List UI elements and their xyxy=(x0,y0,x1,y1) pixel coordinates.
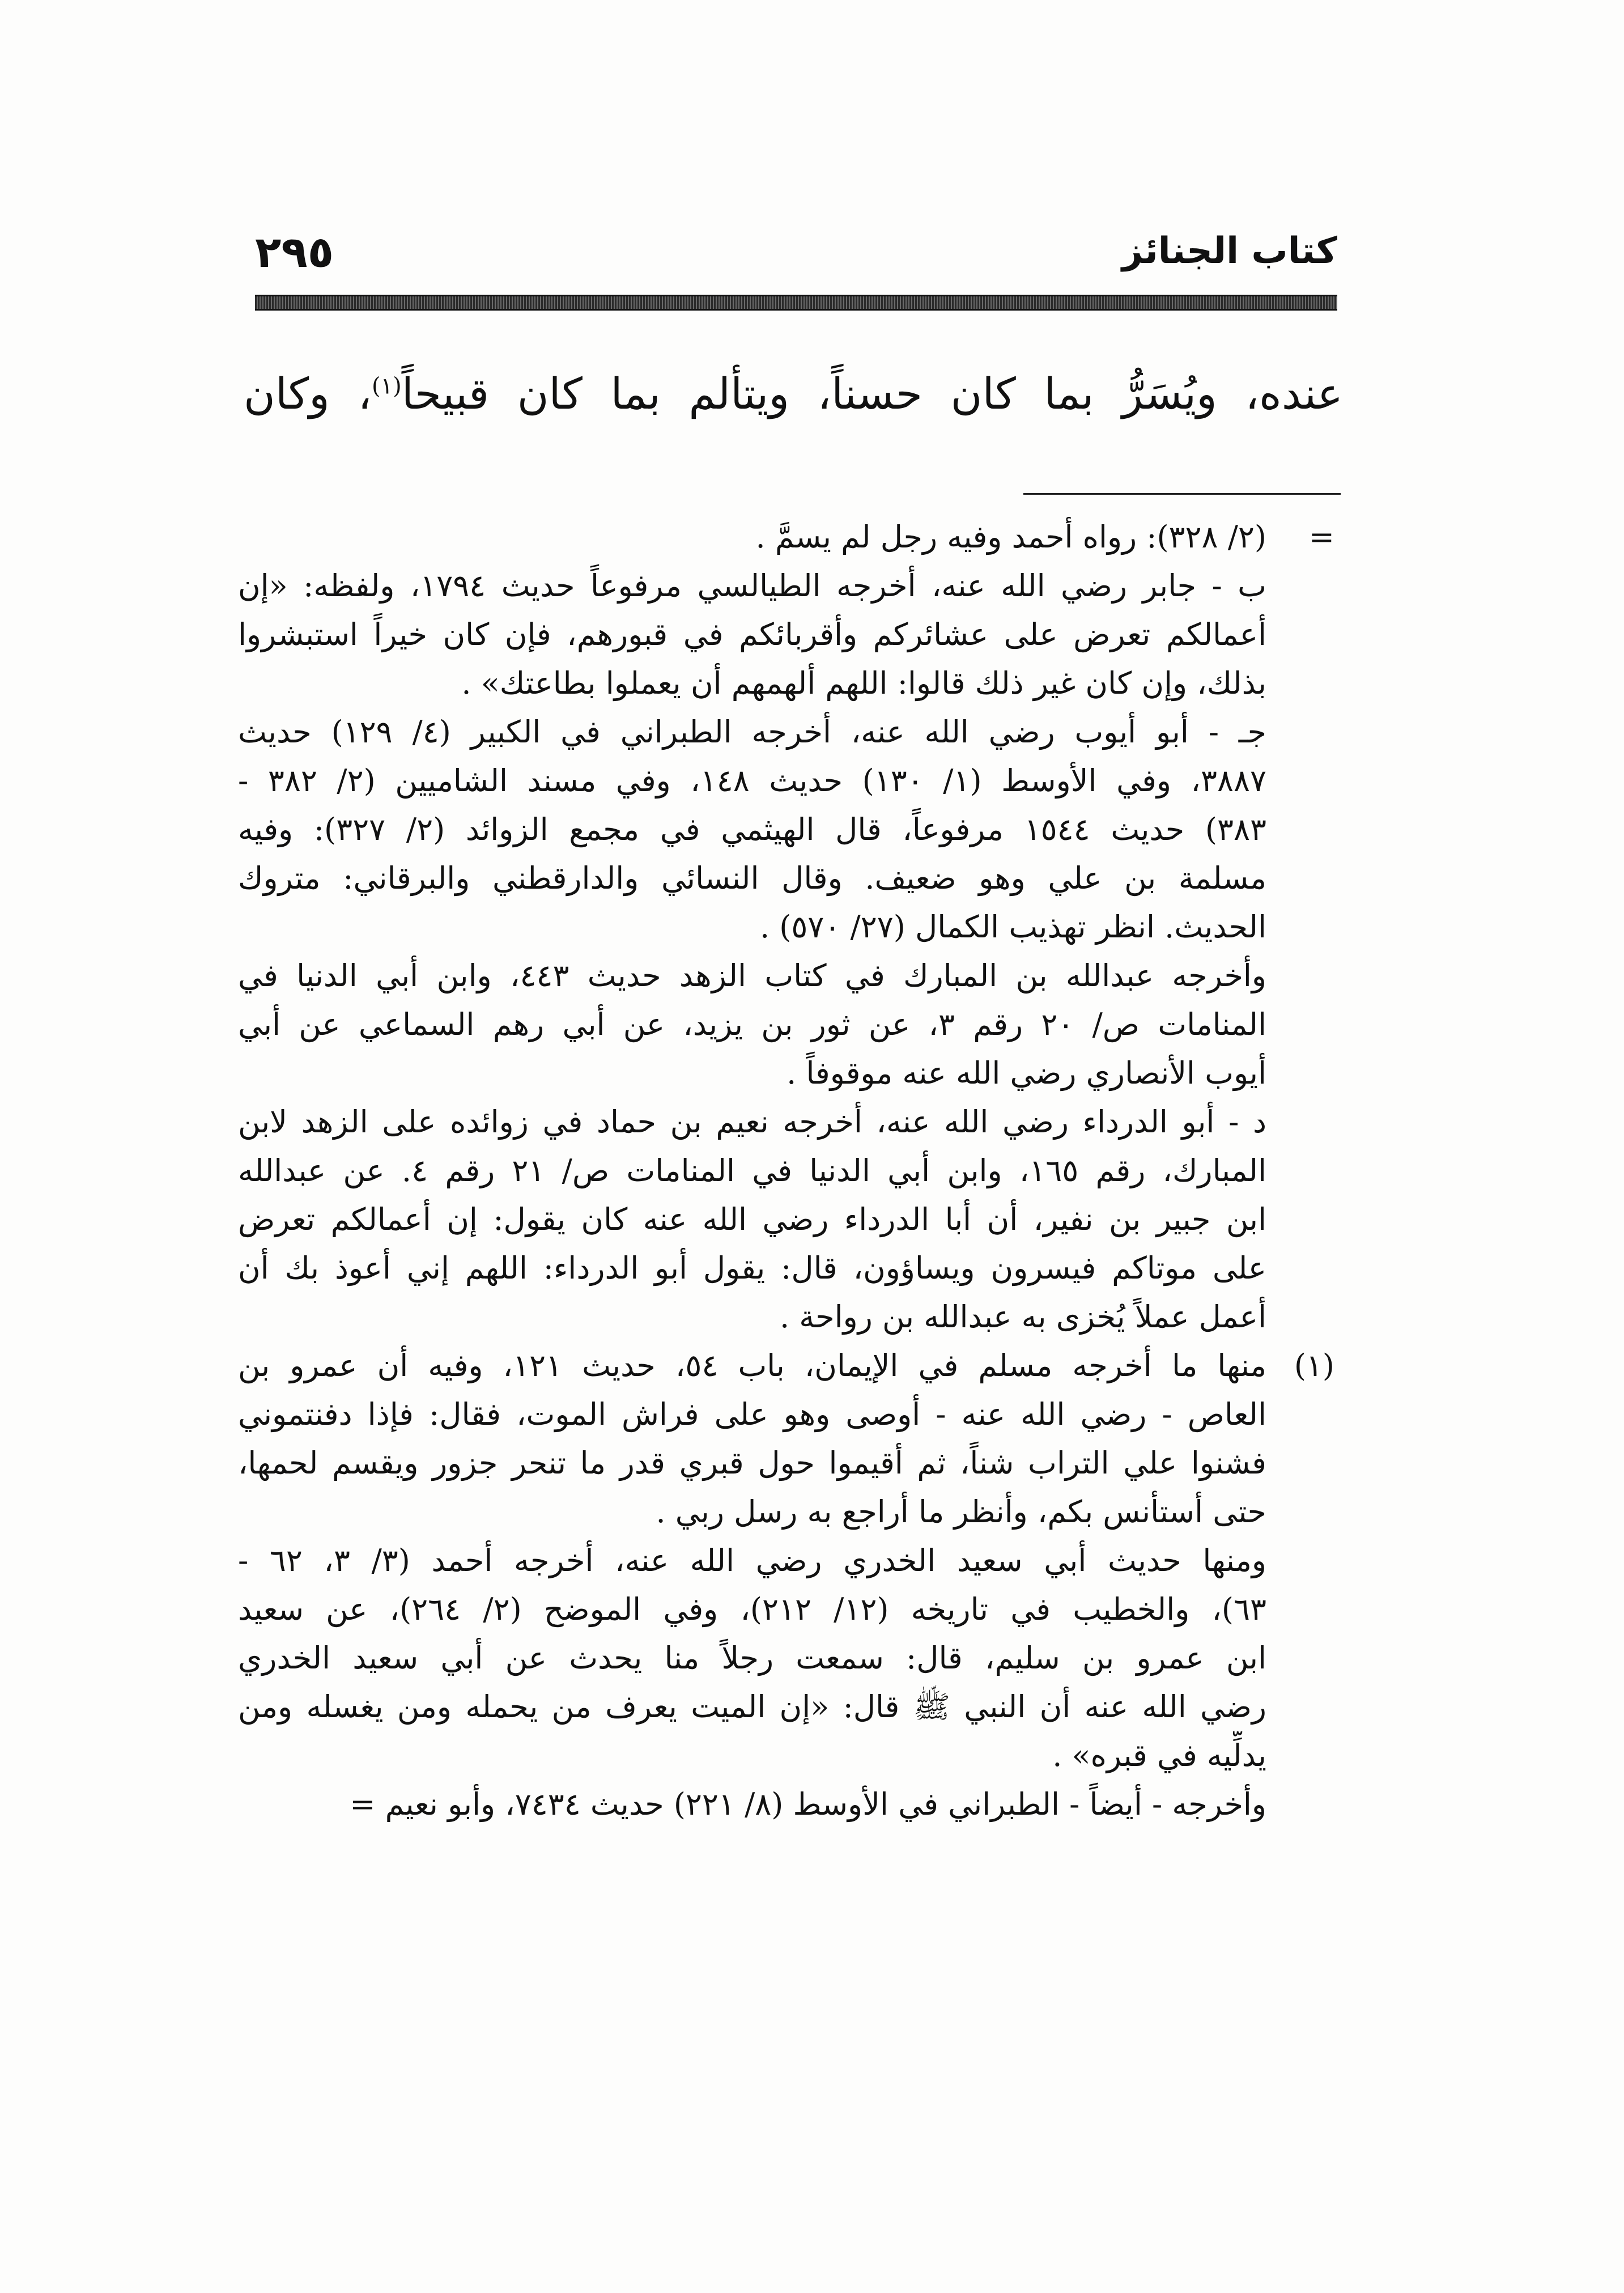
footnote-1-marker: (١) xyxy=(1294,1348,1334,1383)
footnote-line: رضي الله عنه أن النبي ﷺ قال: «إن الميت يعرف من يحمله ومن يغسله ومن xyxy=(238,1689,1266,1725)
main-text-before-note: عنده، ويُسَرُّ بما كان حسناً، ويتألم بما كان قبيحاً xyxy=(401,368,1343,419)
footnote-line: المبارك، رقم ١٦٥، وابن أبي الدنيا في المنامات ص/ ٢١ رقم ٤. عن عبدالله xyxy=(238,1153,1266,1188)
footnotes xyxy=(238,513,1334,1829)
footnote-separator xyxy=(1023,493,1341,495)
footnote-line: د - أبو الدرداء رضي الله عنه، أخرجه نعيم بن حماد في زوائده على الزهد لابن xyxy=(238,1104,1266,1140)
footnote-line: حتى أستأنس بكم، وأنظر ما أراجع به رسل ربي . xyxy=(656,1494,1266,1530)
footnote-reference: (١) xyxy=(372,373,402,400)
footnote-line: (٢/ ٣٢٨): رواه أحمد وفيه رجل لم يسمَّ . xyxy=(755,519,1266,555)
footnote-line: بذلك، وإن كان غير ذلك قالوا: اللهم ألهمهم أن يعملوا بطاعتك» . xyxy=(461,665,1266,701)
footnote-continuation xyxy=(238,513,1334,1341)
footnote-line: يدلِّيه في قبره» . xyxy=(1052,1738,1266,1773)
footnote-line: ٣٨٣) حديث ١٥٤٤ مرفوعاً، قال الهيثمي في مجمع الزوائد (٢/ ٣٢٧): وفيه xyxy=(238,812,1266,847)
footnote-line: العاص - رضي الله عنه - أوصى وهو على فراش الموت، فقال: فإذا دفنتموني xyxy=(238,1396,1266,1432)
footnote-line: على موتاكم فيسرون ويساؤون، قال: يقول أبو الدرداء: اللهم إني أعوذ بك أن xyxy=(238,1250,1266,1286)
footnote-1 xyxy=(238,1341,1334,1829)
footnote-line: الحديث. انظر تهذيب الكمال (٢٧/ ٥٧٠) . xyxy=(759,909,1266,945)
footnote-line: وأخرجه - أيضاً - الطبراني في الأوسط (٨/ ٢٢١) حديث ٧٤٣٤، وأبو نعيم = xyxy=(350,1786,1266,1822)
running-header xyxy=(255,227,1337,283)
footnote-line: فشنوا علي التراب شناً، ثم أقيموا حول قبري قدر ما تنحر جزور ويقسم لحمها، xyxy=(238,1445,1266,1481)
footnote-line: ابن جبير بن نفير، أن أبا الدرداء رضي الله عنه كان يقول: إن أعمالكم تعرض xyxy=(238,1201,1266,1237)
footnote-line: أيوب الأنصاري رضي الله عنه موقوفاً . xyxy=(787,1055,1266,1091)
footnote-line: أعمل عملاً يُخزى به عبدالله بن رواحة . xyxy=(779,1299,1266,1335)
header-rule xyxy=(255,295,1337,311)
footnote-line: ٦٣)، والخطيب في تاريخه (١٢/ ٢١٢)، وفي الموضح (٢/ ٢٦٤)، عن سعيد xyxy=(238,1591,1266,1627)
footnote-line: المنامات ص/ ٢٠ رقم ٣، عن ثور بن يزيد، عن أبي رهم السماعي عن أبي xyxy=(238,1007,1266,1042)
footnote-line: أعمالكم تعرض على عشائركم وأقربائكم في قبورهم، فإن كان خيراً استبشروا xyxy=(238,617,1266,652)
running-title: كتاب الجنائز xyxy=(1121,230,1337,272)
footnote-line: ابن عمرو بن سليم، قال: سمعت رجلاً منا يحدث عن أبي سعيد الخدري xyxy=(238,1640,1266,1676)
footnote-line: ب - جابر رضي الله عنه، أخرجه الطيالسي مرفوعاً حديث ١٧٩٤، ولفظه: «إن xyxy=(238,568,1266,604)
continuation-marker: = xyxy=(1308,519,1334,555)
footnote-line: مسلمة بن علي وهو ضعيف. وقال النسائي والدارقطني والبرقاني: متروك xyxy=(238,860,1266,896)
footnote-line: ومنها حديث أبي سعيد الخدري رضي الله عنه، أخرجه أحمد (٣/ ٣، ٦٢ - xyxy=(238,1543,1266,1578)
main-text xyxy=(244,351,1343,436)
footnote-line: وأخرجه عبدالله بن المبارك في كتاب الزهد حديث ٤٤٣، وابن أبي الدنيا في xyxy=(238,958,1266,993)
page-number: ٢٩٥ xyxy=(255,227,334,277)
footnote-line: جـ - أبو أيوب رضي الله عنه، أخرجه الطبراني في الكبير (٤/ ١٢٩) حديث xyxy=(238,714,1266,750)
footnote-line: ٣٨٨٧، وفي الأوسط (١/ ١٣٠) حديث ١٤٨، وفي مسند الشاميين (٢/ ٣٨٢ - xyxy=(238,763,1266,799)
main-text-after-note: ، وكان xyxy=(244,368,372,419)
footnote-line: منها ما أخرجه مسلم في الإيمان، باب ٥٤، حديث ١٢١، وفيه أن عمرو بن xyxy=(238,1348,1266,1383)
